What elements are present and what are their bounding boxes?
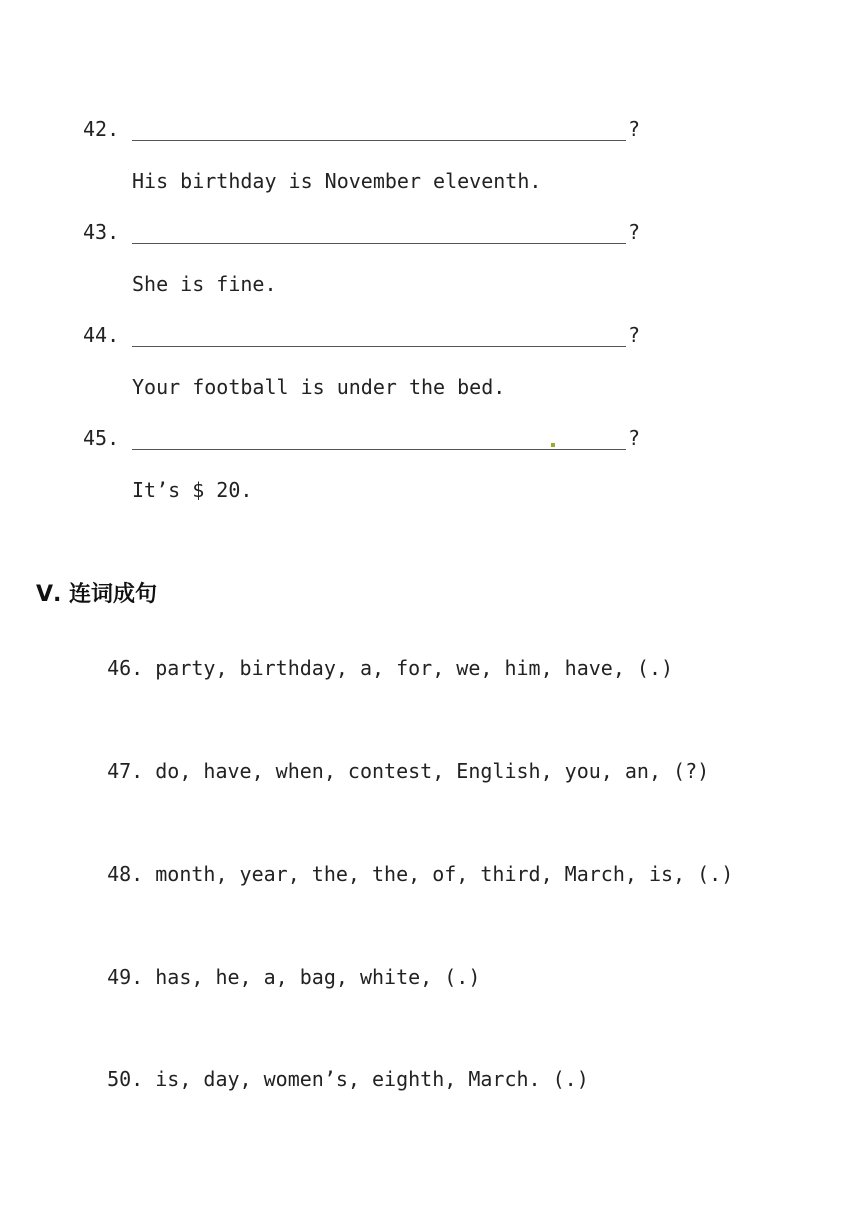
answer-blank-line[interactable] (132, 346, 626, 347)
sentence-words: has, he, a, bag, white, (.) (155, 965, 481, 989)
sentence-number: 46. (107, 656, 144, 680)
given-answer: She is fine. (132, 272, 277, 296)
sentence-item (83, 1043, 589, 1091)
question-number: 43. (83, 220, 120, 244)
given-answer: It’s $ 20. (132, 478, 253, 502)
sentence-number: 48. (107, 862, 144, 886)
sentence-item (83, 838, 733, 886)
sentence-item (83, 735, 709, 783)
sentence-words: do, have, when, contest, English, you, an, (?) (155, 759, 710, 783)
section-heading: Ⅴ. 连词成句 (36, 582, 158, 607)
answer-blank-line[interactable] (132, 449, 626, 450)
sentence-item (83, 941, 480, 989)
sentence-number: 50. (107, 1067, 144, 1091)
question-number: 45. (83, 426, 120, 450)
ink-dot-mark (551, 443, 555, 447)
question-number: 44. (83, 323, 120, 347)
sentence-words: is, day, women’s, eighth, March. (.) (155, 1067, 589, 1091)
answer-blank-line[interactable] (132, 243, 626, 244)
sentence-number: 49. (107, 965, 144, 989)
question-mark: ? (628, 426, 641, 450)
question-mark: ? (628, 323, 641, 347)
sentence-words: month, year, the, the, of, third, March, is, (.) (155, 862, 734, 886)
question-mark: ? (628, 220, 641, 244)
sentence-item (83, 632, 673, 680)
given-answer: Your football is under the bed. (132, 375, 506, 399)
question-number: 42. (83, 117, 120, 141)
sentence-number: 47. (107, 759, 144, 783)
question-mark: ? (628, 117, 641, 141)
given-answer: His birthday is November eleventh. (132, 169, 542, 193)
sentence-words: party, birthday, a, for, we, him, have, (.) (155, 656, 674, 680)
answer-blank-line[interactable] (132, 140, 626, 141)
